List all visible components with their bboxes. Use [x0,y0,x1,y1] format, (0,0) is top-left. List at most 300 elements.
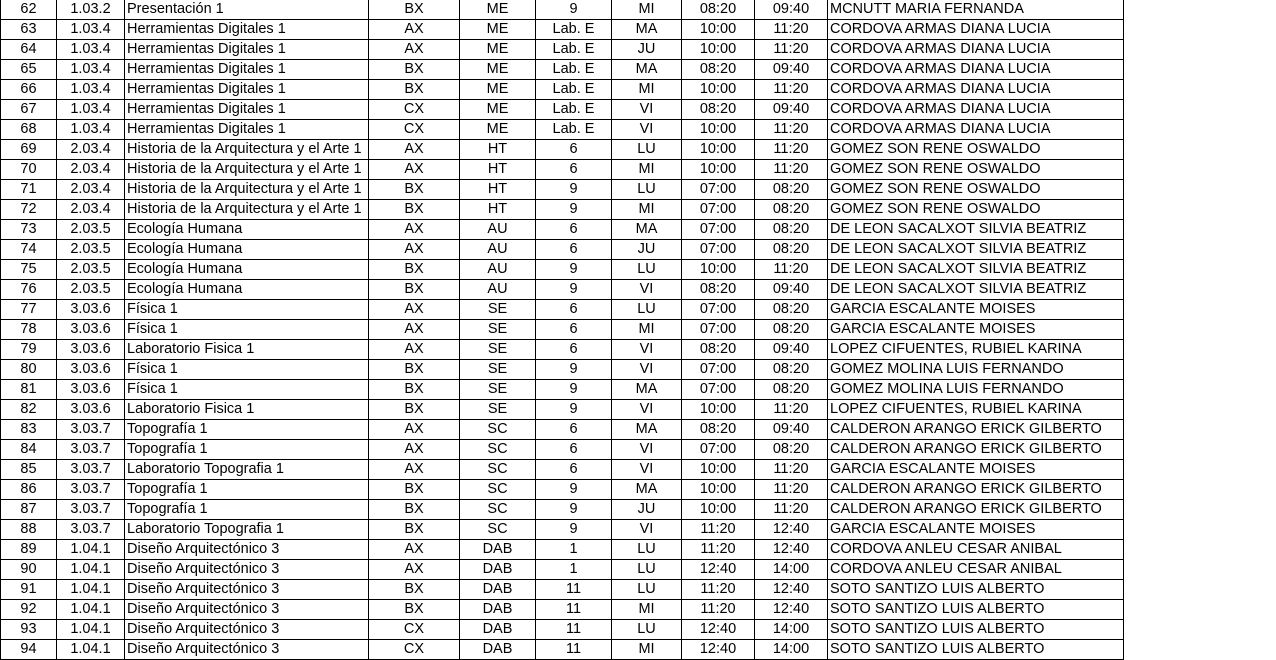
cell-start-time[interactable]: 10:00 [682,400,755,420]
cell-day[interactable]: MI [612,320,682,340]
cell-code[interactable]: 1.03.4 [57,40,125,60]
cell-area[interactable]: ME [460,100,536,120]
cell-course[interactable]: Topografía 1 [125,480,369,500]
cell-code[interactable]: 2.03.4 [57,140,125,160]
cell-teacher[interactable]: CORDOVA ARMAS DIANA LUCIA [828,40,1124,60]
cell-end-time[interactable]: 11:20 [755,20,828,40]
cell-day[interactable]: MI [612,80,682,100]
cell-day[interactable]: VI [612,340,682,360]
cell-day[interactable]: LU [612,620,682,640]
cell-area[interactable]: HT [460,200,536,220]
cell-start-time[interactable]: 11:20 [682,520,755,540]
cell-teacher[interactable]: CALDERON ARANGO ERICK GILBERTO [828,480,1124,500]
cell-number[interactable]: 78 [1,320,57,340]
cell-end-time[interactable]: 11:20 [755,400,828,420]
cell-room[interactable]: 6 [536,440,612,460]
cell-section[interactable]: BX [369,0,460,20]
cell-teacher[interactable]: GOMEZ SON RENE OSWALDO [828,160,1124,180]
cell-room[interactable]: 6 [536,160,612,180]
cell-area[interactable]: DAB [460,580,536,600]
cell-number[interactable]: 76 [1,280,57,300]
cell-code[interactable]: 3.03.7 [57,500,125,520]
cell-course[interactable]: Laboratorio Topografia 1 [125,520,369,540]
cell-course[interactable]: Historia de la Arquitectura y el Arte 1 [125,140,369,160]
cell-course[interactable]: Topografía 1 [125,420,369,440]
cell-section[interactable]: AX [369,440,460,460]
cell-end-time[interactable]: 08:20 [755,320,828,340]
cell-area[interactable]: DAB [460,640,536,660]
cell-start-time[interactable]: 08:20 [682,420,755,440]
cell-teacher[interactable]: SOTO SANTIZO LUIS ALBERTO [828,620,1124,640]
cell-course[interactable]: Laboratorio Fisica 1 [125,400,369,420]
cell-room[interactable]: 11 [536,620,612,640]
cell-section[interactable]: CX [369,120,460,140]
cell-start-time[interactable]: 07:00 [682,320,755,340]
cell-section[interactable]: AX [369,220,460,240]
cell-section[interactable]: CX [369,640,460,660]
cell-course[interactable]: Diseño Arquitectónico 3 [125,560,369,580]
cell-room[interactable]: 6 [536,420,612,440]
cell-day[interactable]: MA [612,380,682,400]
cell-start-time[interactable]: 08:20 [682,60,755,80]
cell-room[interactable]: 11 [536,580,612,600]
cell-area[interactable]: ME [460,20,536,40]
cell-number[interactable]: 71 [1,180,57,200]
cell-room[interactable]: 6 [536,300,612,320]
cell-code[interactable]: 1.03.4 [57,80,125,100]
cell-teacher[interactable]: CORDOVA ARMAS DIANA LUCIA [828,100,1124,120]
cell-day[interactable]: LU [612,300,682,320]
cell-room[interactable]: 9 [536,380,612,400]
cell-section[interactable]: BX [369,60,460,80]
cell-number[interactable]: 77 [1,300,57,320]
cell-area[interactable]: SC [460,440,536,460]
cell-room[interactable]: 9 [536,480,612,500]
cell-number[interactable]: 66 [1,80,57,100]
cell-section[interactable]: BX [369,480,460,500]
cell-number[interactable]: 75 [1,260,57,280]
cell-section[interactable]: BX [369,500,460,520]
cell-course[interactable]: Topografía 1 [125,440,369,460]
cell-day[interactable]: MI [612,640,682,660]
cell-start-time[interactable]: 10:00 [682,460,755,480]
cell-teacher[interactable]: GOMEZ SON RENE OSWALDO [828,140,1124,160]
cell-teacher[interactable]: GOMEZ MOLINA LUIS FERNANDO [828,380,1124,400]
cell-code[interactable]: 3.03.6 [57,300,125,320]
cell-day[interactable]: JU [612,40,682,60]
cell-area[interactable]: AU [460,260,536,280]
cell-room[interactable]: Lab. E [536,40,612,60]
cell-day[interactable]: VI [612,400,682,420]
cell-room[interactable]: 6 [536,460,612,480]
cell-course[interactable]: Topografía 1 [125,500,369,520]
cell-code[interactable]: 3.03.7 [57,520,125,540]
cell-section[interactable]: AX [369,240,460,260]
cell-room[interactable]: 11 [536,640,612,660]
cell-code[interactable]: 1.04.1 [57,620,125,640]
cell-course[interactable]: Laboratorio Fisica 1 [125,340,369,360]
cell-day[interactable]: LU [612,560,682,580]
cell-teacher[interactable]: CORDOVA ARMAS DIANA LUCIA [828,80,1124,100]
cell-area[interactable]: ME [460,60,536,80]
cell-end-time[interactable]: 09:40 [755,0,828,20]
cell-code[interactable]: 2.03.5 [57,260,125,280]
cell-section[interactable]: AX [369,420,460,440]
cell-area[interactable]: SE [460,320,536,340]
cell-start-time[interactable]: 10:00 [682,160,755,180]
cell-end-time[interactable]: 12:40 [755,580,828,600]
cell-section[interactable]: AX [369,20,460,40]
cell-section[interactable]: BX [369,180,460,200]
cell-teacher[interactable]: CORDOVA ARMAS DIANA LUCIA [828,20,1124,40]
cell-end-time[interactable]: 11:20 [755,40,828,60]
cell-day[interactable]: VI [612,280,682,300]
cell-end-time[interactable]: 11:20 [755,140,828,160]
cell-area[interactable]: SE [460,400,536,420]
cell-end-time[interactable]: 08:20 [755,220,828,240]
cell-number[interactable]: 74 [1,240,57,260]
cell-code[interactable]: 3.03.6 [57,380,125,400]
cell-number[interactable]: 94 [1,640,57,660]
cell-room[interactable]: 9 [536,360,612,380]
cell-section[interactable]: BX [369,400,460,420]
cell-area[interactable]: ME [460,120,536,140]
cell-teacher[interactable]: CORDOVA ARMAS DIANA LUCIA [828,60,1124,80]
cell-teacher[interactable]: DE LEON SACALXOT SILVIA BEATRIZ [828,280,1124,300]
cell-course[interactable]: Herramientas Digitales 1 [125,100,369,120]
cell-day[interactable]: JU [612,240,682,260]
cell-end-time[interactable]: 12:40 [755,540,828,560]
cell-area[interactable]: SC [460,480,536,500]
cell-course[interactable]: Herramientas Digitales 1 [125,20,369,40]
cell-end-time[interactable]: 08:20 [755,300,828,320]
cell-number[interactable]: 82 [1,400,57,420]
cell-code[interactable]: 2.03.5 [57,280,125,300]
cell-code[interactable]: 1.04.1 [57,540,125,560]
cell-day[interactable]: JU [612,500,682,520]
cell-end-time[interactable]: 08:20 [755,360,828,380]
cell-day[interactable]: LU [612,180,682,200]
cell-number[interactable]: 79 [1,340,57,360]
cell-course[interactable]: Ecología Humana [125,240,369,260]
cell-code[interactable]: 2.03.5 [57,220,125,240]
cell-room[interactable]: Lab. E [536,120,612,140]
cell-end-time[interactable]: 14:00 [755,640,828,660]
cell-start-time[interactable]: 08:20 [682,100,755,120]
cell-room[interactable]: 1 [536,540,612,560]
cell-day[interactable]: MI [612,0,682,20]
cell-course[interactable]: Historia de la Arquitectura y el Arte 1 [125,180,369,200]
cell-start-time[interactable]: 10:00 [682,140,755,160]
cell-teacher[interactable]: CALDERON ARANGO ERICK GILBERTO [828,420,1124,440]
cell-day[interactable]: MA [612,480,682,500]
cell-end-time[interactable]: 12:40 [755,600,828,620]
cell-code[interactable]: 3.03.7 [57,460,125,480]
cell-teacher[interactable]: GARCIA ESCALANTE MOISES [828,320,1124,340]
cell-number[interactable]: 62 [1,0,57,20]
cell-end-time[interactable]: 11:20 [755,260,828,280]
cell-course[interactable]: Herramientas Digitales 1 [125,80,369,100]
cell-start-time[interactable]: 07:00 [682,180,755,200]
cell-teacher[interactable]: GARCIA ESCALANTE MOISES [828,460,1124,480]
cell-teacher[interactable]: GOMEZ SON RENE OSWALDO [828,180,1124,200]
cell-start-time[interactable]: 10:00 [682,500,755,520]
cell-course[interactable]: Física 1 [125,320,369,340]
cell-teacher[interactable]: LOPEZ CIFUENTES, RUBIEL KARINA [828,400,1124,420]
cell-room[interactable]: 6 [536,340,612,360]
cell-area[interactable]: SE [460,360,536,380]
cell-number[interactable]: 63 [1,20,57,40]
cell-code[interactable]: 3.03.6 [57,360,125,380]
cell-start-time[interactable]: 10:00 [682,40,755,60]
cell-start-time[interactable]: 11:20 [682,580,755,600]
cell-area[interactable]: AU [460,220,536,240]
cell-room[interactable]: 9 [536,520,612,540]
cell-end-time[interactable]: 08:20 [755,380,828,400]
cell-code[interactable]: 1.03.4 [57,60,125,80]
cell-teacher[interactable]: CORDOVA ARMAS DIANA LUCIA [828,120,1124,140]
cell-teacher[interactable]: GARCIA ESCALANTE MOISES [828,520,1124,540]
cell-course[interactable]: Ecología Humana [125,280,369,300]
cell-end-time[interactable]: 08:20 [755,180,828,200]
cell-end-time[interactable]: 12:40 [755,520,828,540]
cell-number[interactable]: 87 [1,500,57,520]
cell-number[interactable]: 84 [1,440,57,460]
cell-course[interactable]: Historia de la Arquitectura y el Arte 1 [125,160,369,180]
cell-area[interactable]: DAB [460,560,536,580]
cell-section[interactable]: BX [369,360,460,380]
cell-start-time[interactable]: 10:00 [682,120,755,140]
cell-teacher[interactable]: CALDERON ARANGO ERICK GILBERTO [828,440,1124,460]
cell-start-time[interactable]: 10:00 [682,260,755,280]
cell-end-time[interactable]: 11:20 [755,460,828,480]
cell-day[interactable]: LU [612,140,682,160]
cell-teacher[interactable]: LOPEZ CIFUENTES, RUBIEL KARINA [828,340,1124,360]
cell-day[interactable]: VI [612,120,682,140]
cell-room[interactable]: 1 [536,560,612,580]
cell-day[interactable]: LU [612,540,682,560]
cell-end-time[interactable]: 08:20 [755,240,828,260]
cell-course[interactable]: Diseño Arquitectónico 3 [125,600,369,620]
cell-section[interactable]: CX [369,100,460,120]
cell-teacher[interactable]: GOMEZ SON RENE OSWALDO [828,200,1124,220]
cell-day[interactable]: MA [612,60,682,80]
cell-section[interactable]: AX [369,40,460,60]
cell-end-time[interactable]: 08:20 [755,440,828,460]
cell-end-time[interactable]: 14:00 [755,620,828,640]
cell-teacher[interactable]: GARCIA ESCALANTE MOISES [828,300,1124,320]
cell-area[interactable]: DAB [460,620,536,640]
cell-teacher[interactable]: MCNUTT MARIA FERNANDA [828,0,1124,20]
cell-day[interactable]: VI [612,440,682,460]
cell-number[interactable]: 70 [1,160,57,180]
cell-area[interactable]: SE [460,380,536,400]
cell-area[interactable]: SC [460,500,536,520]
cell-course[interactable]: Diseño Arquitectónico 3 [125,640,369,660]
cell-end-time[interactable]: 09:40 [755,340,828,360]
cell-number[interactable]: 89 [1,540,57,560]
cell-code[interactable]: 1.03.4 [57,20,125,40]
cell-start-time[interactable]: 08:20 [682,0,755,20]
cell-room[interactable]: 9 [536,400,612,420]
cell-area[interactable]: HT [460,160,536,180]
cell-number[interactable]: 92 [1,600,57,620]
cell-section[interactable]: BX [369,380,460,400]
cell-area[interactable]: AU [460,280,536,300]
cell-end-time[interactable]: 11:20 [755,80,828,100]
cell-start-time[interactable]: 11:20 [682,540,755,560]
cell-day[interactable]: LU [612,580,682,600]
cell-course[interactable]: Laboratorio Topografia 1 [125,460,369,480]
cell-teacher[interactable]: DE LEON SACALXOT SILVIA BEATRIZ [828,220,1124,240]
cell-number[interactable]: 65 [1,60,57,80]
cell-course[interactable]: Ecología Humana [125,220,369,240]
cell-area[interactable]: SC [460,420,536,440]
cell-code[interactable]: 2.03.5 [57,240,125,260]
cell-course[interactable]: Física 1 [125,360,369,380]
cell-code[interactable]: 1.04.1 [57,580,125,600]
cell-course[interactable]: Presentación 1 [125,0,369,20]
cell-code[interactable]: 1.03.4 [57,120,125,140]
cell-section[interactable]: AX [369,300,460,320]
cell-area[interactable]: ME [460,80,536,100]
cell-start-time[interactable]: 10:00 [682,80,755,100]
cell-code[interactable]: 3.03.7 [57,440,125,460]
cell-code[interactable]: 1.03.4 [57,100,125,120]
cell-section[interactable]: AX [369,320,460,340]
cell-day[interactable]: LU [612,260,682,280]
cell-start-time[interactable]: 12:40 [682,640,755,660]
cell-code[interactable]: 1.04.1 [57,560,125,580]
cell-area[interactable]: SC [460,520,536,540]
cell-number[interactable]: 85 [1,460,57,480]
cell-room[interactable]: Lab. E [536,80,612,100]
cell-teacher[interactable]: CALDERON ARANGO ERICK GILBERTO [828,500,1124,520]
cell-end-time[interactable]: 11:20 [755,160,828,180]
cell-area[interactable]: ME [460,40,536,60]
cell-number[interactable]: 64 [1,40,57,60]
cell-start-time[interactable]: 08:20 [682,280,755,300]
cell-number[interactable]: 83 [1,420,57,440]
cell-number[interactable]: 81 [1,380,57,400]
cell-teacher[interactable]: DE LEON SACALXOT SILVIA BEATRIZ [828,260,1124,280]
cell-section[interactable]: BX [369,200,460,220]
cell-course[interactable]: Diseño Arquitectónico 3 [125,620,369,640]
cell-teacher[interactable]: CORDOVA ANLEU CESAR ANIBAL [828,540,1124,560]
cell-day[interactable]: VI [612,520,682,540]
cell-end-time[interactable]: 11:20 [755,480,828,500]
cell-number[interactable]: 86 [1,480,57,500]
cell-teacher[interactable]: SOTO SANTIZO LUIS ALBERTO [828,580,1124,600]
cell-section[interactable]: BX [369,80,460,100]
cell-section[interactable]: BX [369,520,460,540]
cell-day[interactable]: VI [612,460,682,480]
cell-area[interactable]: SC [460,460,536,480]
cell-code[interactable]: 3.03.7 [57,480,125,500]
cell-number[interactable]: 72 [1,200,57,220]
cell-start-time[interactable]: 07:00 [682,440,755,460]
cell-area[interactable]: ME [460,0,536,20]
cell-teacher[interactable]: SOTO SANTIZO LUIS ALBERTO [828,640,1124,660]
cell-room[interactable]: 9 [536,280,612,300]
cell-end-time[interactable]: 11:20 [755,500,828,520]
cell-course[interactable]: Historia de la Arquitectura y el Arte 1 [125,200,369,220]
cell-start-time[interactable]: 12:40 [682,620,755,640]
cell-number[interactable]: 88 [1,520,57,540]
cell-start-time[interactable]: 10:00 [682,480,755,500]
cell-section[interactable]: AX [369,160,460,180]
cell-room[interactable]: 6 [536,220,612,240]
cell-start-time[interactable]: 07:00 [682,380,755,400]
cell-section[interactable]: AX [369,140,460,160]
cell-section[interactable]: AX [369,340,460,360]
cell-teacher[interactable]: DE LEON SACALXOT SILVIA BEATRIZ [828,240,1124,260]
cell-area[interactable]: AU [460,240,536,260]
cell-end-time[interactable]: 14:00 [755,560,828,580]
cell-room[interactable]: Lab. E [536,20,612,40]
cell-number[interactable]: 73 [1,220,57,240]
cell-day[interactable]: VI [612,100,682,120]
cell-number[interactable]: 91 [1,580,57,600]
cell-course[interactable]: Ecología Humana [125,260,369,280]
cell-area[interactable]: SE [460,340,536,360]
cell-number[interactable]: 90 [1,560,57,580]
cell-start-time[interactable]: 07:00 [682,360,755,380]
cell-teacher[interactable]: CORDOVA ANLEU CESAR ANIBAL [828,560,1124,580]
cell-end-time[interactable]: 09:40 [755,60,828,80]
cell-course[interactable]: Diseño Arquitectónico 3 [125,580,369,600]
cell-teacher[interactable]: GOMEZ MOLINA LUIS FERNANDO [828,360,1124,380]
cell-teacher[interactable]: SOTO SANTIZO LUIS ALBERTO [828,600,1124,620]
cell-end-time[interactable]: 09:40 [755,280,828,300]
cell-number[interactable]: 68 [1,120,57,140]
cell-section[interactable]: AX [369,460,460,480]
cell-end-time[interactable]: 08:20 [755,200,828,220]
cell-room[interactable]: 6 [536,140,612,160]
cell-room[interactable]: 9 [536,500,612,520]
cell-course[interactable]: Herramientas Digitales 1 [125,120,369,140]
cell-room[interactable]: 6 [536,320,612,340]
cell-course[interactable]: Física 1 [125,300,369,320]
cell-end-time[interactable]: 09:40 [755,100,828,120]
cell-room[interactable]: 9 [536,200,612,220]
cell-room[interactable]: 11 [536,600,612,620]
cell-start-time[interactable]: 07:00 [682,220,755,240]
cell-number[interactable]: 67 [1,100,57,120]
cell-day[interactable]: MI [612,200,682,220]
cell-area[interactable]: DAB [460,540,536,560]
cell-course[interactable]: Herramientas Digitales 1 [125,60,369,80]
cell-code[interactable]: 1.03.2 [57,0,125,20]
cell-area[interactable]: DAB [460,600,536,620]
cell-start-time[interactable]: 10:00 [682,20,755,40]
cell-number[interactable]: 93 [1,620,57,640]
cell-start-time[interactable]: 12:40 [682,560,755,580]
cell-room[interactable]: 9 [536,180,612,200]
cell-code[interactable]: 2.03.4 [57,200,125,220]
cell-section[interactable]: AX [369,560,460,580]
cell-code[interactable]: 3.03.6 [57,340,125,360]
cell-day[interactable]: MI [612,600,682,620]
cell-day[interactable]: MA [612,420,682,440]
cell-number[interactable]: 80 [1,360,57,380]
cell-area[interactable]: SE [460,300,536,320]
cell-day[interactable]: MA [612,220,682,240]
cell-start-time[interactable]: 07:00 [682,200,755,220]
cell-area[interactable]: HT [460,180,536,200]
cell-section[interactable]: BX [369,600,460,620]
cell-code[interactable]: 1.04.1 [57,600,125,620]
